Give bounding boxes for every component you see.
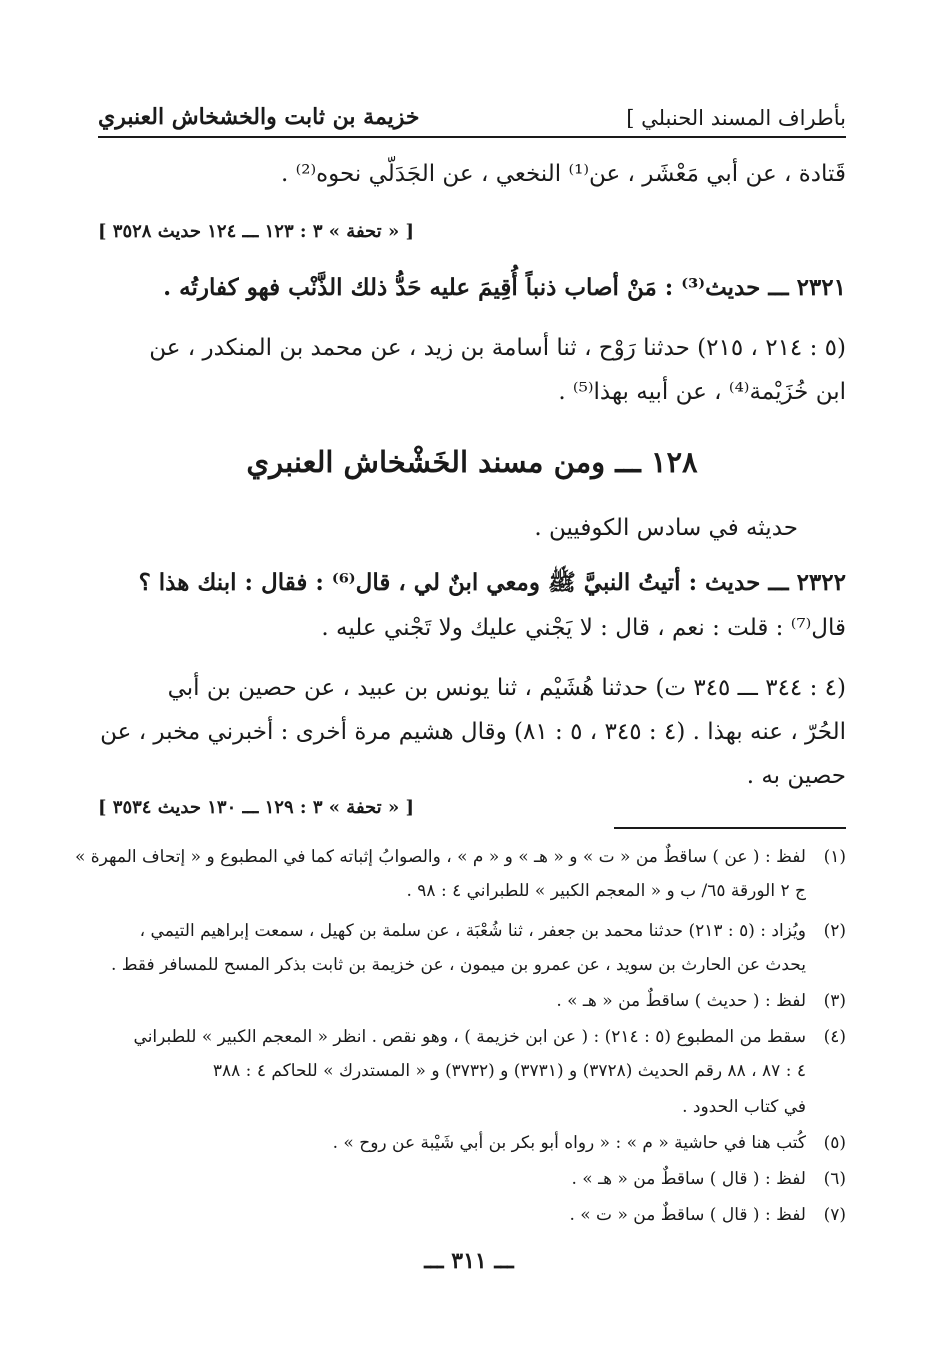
body2-line-3: قال⁽⁷⁾ : قلت : نعم ، قال : لا يَجْني عليك ولا تَجْني عليه . (321, 615, 846, 641)
body-line-1: قَتادة ، عن أبي مَعْشَر ، عن⁽¹⁾ النخعي ، عن الجَدَلّي نحوه⁽²⁾ . (280, 161, 846, 187)
body-line-4: (٥ : ٢١٤ ، ٢١٥) حدثنا رَوْح ، ثنا أسامة بن زيد ، عن محمد بن المنكدر ، عن (149, 335, 846, 361)
footnote-7: (٧)لفظ : ( قال ) ساقطٌ من « ت » . (569, 1205, 846, 1225)
body2-line-5: الحُرّ ، عنه بهذا . (٤ : ٣٤٥ ، ٥ : ٨١) وقال هشيم مرة أخرى : أخبرني مخبر ، عن (100, 719, 846, 745)
footnote-6: (٦)لفظ : ( قال ) ساقطٌ من « هـ » . (571, 1169, 846, 1189)
hadith-2322: ٢٣٢٢ ـــ حديث : أتيتُ النبيَّ ﷺ ومعي ابنٌ لي ، قال⁽⁶⁾ : فقال : ابنك هذا ؟ (138, 569, 846, 596)
tuhfa-reference-1: [ « تحفة » ٣ : ١٢٣ ـــ ١٢٤ حديث ٣٥٢٨ ] (98, 221, 414, 242)
page-number: ـــ ٣١١ ـــ (424, 1248, 514, 1274)
tuhfa-reference-2: [ « تحفة » ٣ : ١٢٩ ـــ ١٣٠ حديث ٣٥٣٤ ] (98, 797, 414, 818)
footnote-1: (١)لفظ : ( عن ) ساقطٌ من « ت » و « هـ » و « م » ، والصوابُ إثباته كما في المطبوع و « إتحاف المهرة » (74, 847, 846, 867)
footnote-3: (٣)لفظ : ( حديث ) ساقطٌ من « هـ » . (556, 991, 846, 1011)
footnote-5: (٥)كُتب هنا في حاشية « م » : « رواه أبو بكر بن أبي شَيْبة عن روح » . (332, 1133, 846, 1153)
footnote-2-cont: يحدث عن الحارث بن سويد ، عن عمرو بن ميمون ، عن خزيمة بن ثابت بذكر المسح للمسافر فقط . (110, 955, 806, 975)
footnote-4-cont-2: في كتاب الحدود . (682, 1097, 806, 1117)
hadith-2321: ٢٣٢١ ـــ حديث⁽³⁾ : مَنْ أصاب ذنباً أُقِيمَ عليه حَدُّ ذلك الذَّنْب فهو كفارتُه . (163, 274, 846, 301)
body2-line-6: حصين به . (746, 763, 846, 789)
footnote-4: (٤)سقط من المطبوع (٥ : ٢١٤) : ( عن ابن خزيمة ) ، وهو نقص . انظر « المعجم الكبير » للطبراني (133, 1027, 846, 1047)
footnote-4-cont: ٤ : ٨٧ ، ٨٨ رقم الحديث (٣٧٢٨) و (٣٧٣١) و (٣٧٣٢) و « المستدرك » للحاكم ٤ : ٣٨٨ (212, 1061, 806, 1081)
body2-line-1: حديثه في سادس الكوفيين . (534, 515, 798, 541)
body2-line-4: (٤ : ٣٤٤ ـــ ٣٤٥ ت) حدثنا هُشَيْم ، ثنا يونس بن عبيد ، عن حصين بن أبي (167, 675, 846, 701)
footnote-1-cont: ج ٢ الورقة ٦٥/ ب و « المعجم الكبير » للطبراني ٤ : ٩٨ . (406, 881, 806, 901)
body-line-5: ابن خُزَيْمة⁽⁴⁾ ، عن أبيه بهذا⁽⁵⁾ . (558, 379, 846, 405)
header-left: خزيمة بن ثابت والخشخاش العنبري (98, 104, 420, 130)
footnote-divider (614, 827, 846, 829)
running-header (98, 92, 846, 138)
header-right: بأطراف المسند الحنبلي ] (626, 106, 846, 130)
footnote-2: (٢)ويُزاد : (٥ : ٢١٣) حدثنا محمد بن جعفر ، ثنا شُعْبَة ، عن سلمة بن كهيل ، سمعت إبراهيم التيمي ، (139, 921, 846, 941)
section-title: ١٢٨ ـــ ومن مسند الخَشْخاش العنبري (246, 445, 698, 479)
